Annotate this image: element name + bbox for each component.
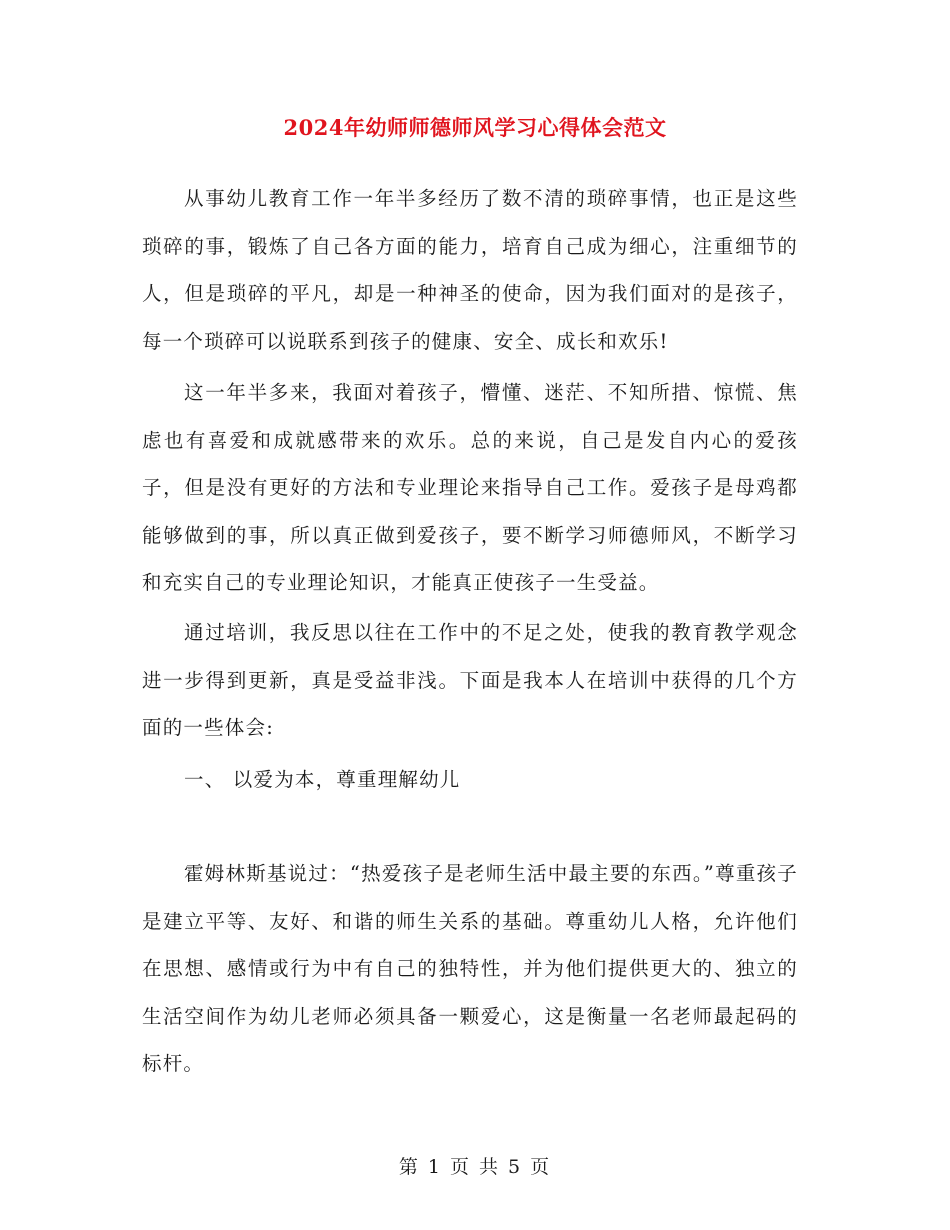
paragraph-respect: 霍姆林斯基说过：“热爱孩子是老师生活中最主要的东西。”尊重孩子是建立平等、友好、和谐的师生关系的基础。尊重幼儿人格，允许他们在思想、感情或行为中有自己的独特性，并为他们提供更大的、独立的生活空间作为幼儿老师必须具备一颗爱心，这是衡量一名老师最起码的标杆。 bbox=[142, 862, 798, 1075]
paragraph-intro: 从事幼儿教育工作一年半多经历了数不清的琐碎事情，也正是这些琐碎的事，锻炼了自己各方面的能力，培育自己成为细心，注重细节的人，但是琐碎的平凡，却是一种神圣的使命，因为我们面对的是孩子，每一个琐碎可以说联系到孩子的健康、安全、成长和欢乐! bbox=[142, 187, 798, 353]
paragraph-reflection: 这一年半多来，我面对着孩子，懵懂、迷茫、不知所措、惊慌、焦虑也有喜爱和成就感带来的欢乐。总的来说，自己是发自内心的爱孩子，但是没有更好的方法和专业理论来指导自己工作。爱孩子是母鸡都能够做到的事，所以真正做到爱孩子，要不断学习师德师风，不断学习和充实自己的专业理论知识，才能真正使孩子一生受益。 bbox=[142, 381, 798, 594]
paragraph-training: 通过培训，我反思以往在工作中的不足之处，使我的教育教学观念进一步得到更新，真是受益非浅。下面是我本人在培训中获得的几个方面的一些体会: bbox=[142, 621, 798, 739]
document-title: 2024年幼师师德师风学习心得体会范文 bbox=[283, 115, 667, 140]
section-heading-1: 一、 以爱为本，尊重理解幼儿 bbox=[184, 768, 461, 791]
page-footer: 第 1 页 共 5 页 bbox=[398, 1156, 552, 1178]
